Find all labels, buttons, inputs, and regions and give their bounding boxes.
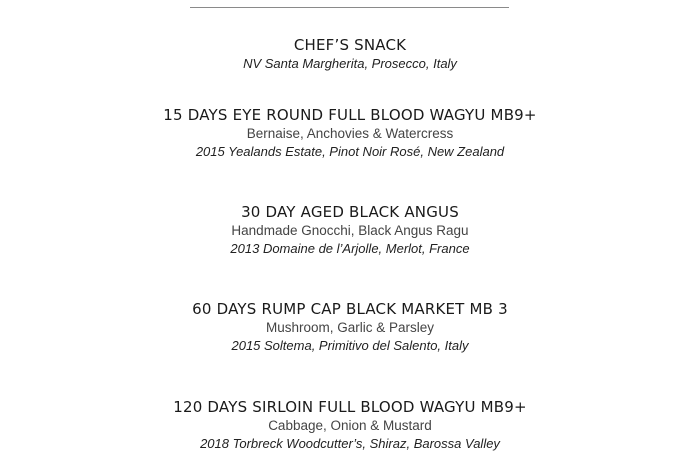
wine-pairing: 2015 Soltema, Primitivo del Salento, Italy (231, 338, 469, 353)
wine-pairing: 2015 Yealands Estate, Pinot Noir Rosé, New Zealand (195, 144, 505, 159)
course-sirloin-wagyu (0, 398, 700, 451)
course-chefs-snack (0, 36, 700, 73)
dish-garnish: Bernaise, Anchovies & Watercress (246, 126, 454, 141)
dish-garnish: Cabbage, Onion & Mustard (268, 418, 432, 433)
course-rump-cap (0, 300, 700, 355)
wine-pairing: NV Santa Margherita, Prosecco, Italy (243, 56, 457, 71)
course-eye-round-wagyu (0, 106, 700, 161)
dish-title: 15 DAYS EYE ROUND FULL BLOOD WAGYU MB9+ (163, 106, 537, 124)
top-divider (190, 7, 509, 8)
wine-pairing: 2013 Domaine de l’Arjolle, Merlot, France (230, 241, 470, 256)
dish-title: CHEF’S SNACK (293, 36, 407, 54)
dish-title: 120 DAYS SIRLOIN FULL BLOOD WAGYU MB9+ (173, 398, 527, 416)
course-black-angus (0, 203, 700, 258)
dish-title: 60 DAYS RUMP CAP BLACK MARKET MB 3 (192, 300, 508, 318)
wine-pairing: 2018 Torbreck Woodcutter’s, Shiraz, Barossa Valley (200, 436, 500, 451)
dish-garnish: Mushroom, Garlic & Parsley (265, 320, 435, 335)
dish-title: 30 DAY AGED BLACK ANGUS (241, 203, 459, 221)
dish-garnish: Handmade Gnocchi, Black Angus Ragu (231, 223, 469, 238)
